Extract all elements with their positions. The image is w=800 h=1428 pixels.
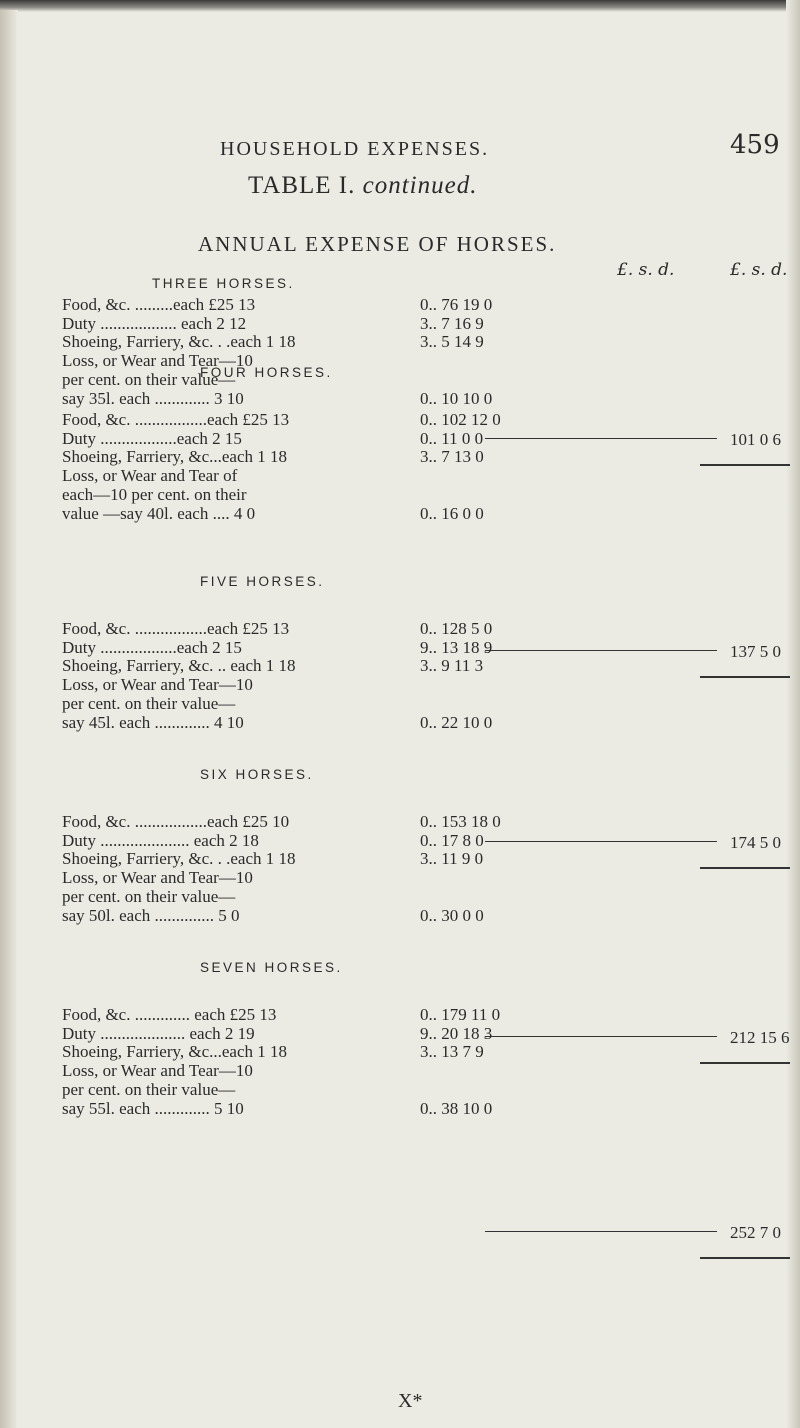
expense-row-amount: 0.. 30 0 0 — [420, 905, 484, 925]
expense-row-label: Shoeing, Farriery, &c. . .each 1 18 — [62, 849, 296, 869]
section-heading: SIX HORSES. — [200, 767, 314, 782]
expense-row-label: per cent. on their value— — [62, 886, 236, 906]
expense-row-label: say 55l. each ............. 5 10 — [62, 1098, 244, 1118]
expense-row-amount: 3.. 9 11 3 — [420, 656, 484, 676]
section-total: 252 7 0 — [730, 1223, 781, 1242]
expense-row-amount: 0.. 10 10 0 — [420, 388, 493, 408]
expense-row-label: each—10 per cent. on their — [62, 484, 247, 504]
section-total-rule — [485, 650, 717, 651]
expense-row-label: Shoeing, Farriery, &c...each 1 18 — [62, 1042, 288, 1062]
section-separator-rule — [700, 1062, 790, 1064]
expense-row-amount: 0.. 76 19 0 — [420, 295, 493, 314]
section-total: 101 0 6 — [730, 430, 781, 449]
expense-row-amount: 3.. 11 9 0 — [420, 849, 484, 869]
expense-row-label: per cent. on their value— — [62, 693, 236, 713]
page-top-edge — [0, 0, 800, 12]
expense-row-amount: 3.. 7 16 9 — [420, 313, 484, 333]
expense-row-amount: 0.. 128 5 0 — [420, 619, 493, 638]
expense-row-label: Duty ..................each 2 15 — [62, 428, 242, 448]
expense-row-label: Food, &c. .................each £25 13 — [62, 410, 290, 429]
expense-row-label: Loss, or Wear and Tear of — [62, 466, 238, 486]
expense-row-label: Loss, or Wear and Tear—10 — [62, 675, 253, 695]
expense-row-label: Shoeing, Farriery, &c...each 1 18 — [62, 447, 288, 467]
expense-row-amount: 3.. 13 7 9 — [420, 1042, 484, 1062]
expense-row-label: per cent. on their value— — [62, 1079, 236, 1099]
table-title-continued: continued. — [362, 172, 478, 199]
expense-row-amount: 3.. 5 14 9 — [420, 332, 484, 352]
section-total-rule — [485, 1231, 717, 1232]
expense-row-amount: 9.. 13 18 9 — [420, 637, 493, 657]
expense-row-amount: 3.. 7 13 0 — [420, 447, 484, 467]
expense-row-amount: 0.. 179 11 0 — [420, 1005, 501, 1024]
section-total: 174 5 0 — [730, 833, 781, 852]
section-heading: SEVEN HORSES. — [200, 960, 343, 975]
expense-row-amount: 0.. 22 10 0 — [420, 712, 493, 732]
expense-row-amount: 9.. 20 18 3 — [420, 1023, 493, 1043]
expense-row-label: Shoeing, Farriery, &c. . .each 1 18 — [62, 332, 296, 352]
expense-row-label: Food, &c. .................each £25 13 — [62, 619, 290, 638]
section-total-rule — [485, 841, 717, 842]
section-separator-rule — [700, 1257, 790, 1259]
expense-row-label: Duty ..................each 2 15 — [62, 637, 242, 657]
expense-row-label: Loss, or Wear and Tear—10 — [62, 868, 253, 888]
expense-row-amount: 0.. 102 12 0 — [420, 410, 501, 429]
currency-header-2: £. s. d. — [730, 260, 788, 280]
section-separator-rule — [700, 464, 790, 466]
table-title-main: TABLE I. — [248, 172, 356, 199]
page-number: 459 — [730, 130, 780, 160]
expense-row-label: Loss, or Wear and Tear—10 — [62, 351, 253, 371]
expense-row-label: Duty ..................... each 2 18 — [62, 830, 259, 850]
page-left-edge — [0, 10, 18, 1428]
section-separator-rule — [700, 676, 790, 678]
expense-row-label: Food, &c. .................each £25 10 — [62, 812, 290, 831]
expense-row-label: say 45l. each ............. 4 10 — [62, 712, 244, 732]
running-head: HOUSEHOLD EXPENSES. — [220, 138, 490, 160]
expense-row-amount: 0.. 153 18 0 — [420, 812, 501, 831]
section-separator-rule — [700, 867, 790, 869]
expense-row-label: Food, &c. ............. each £25 13 — [62, 1005, 277, 1024]
expense-row-label: Food, &c. .........each £25 13 — [62, 295, 256, 314]
table-title — [248, 172, 477, 200]
section-total: 137 5 0 — [730, 642, 781, 661]
section-heading: FOUR HORSES. — [200, 365, 333, 380]
page-right-edge — [786, 0, 800, 1428]
expense-row-label: per cent. on their value— — [62, 369, 236, 389]
signature-mark: X* — [398, 1390, 423, 1412]
expense-row-label: Shoeing, Farriery, &c. .. each 1 18 — [62, 656, 296, 676]
expense-row-label: Duty .................... each 2 19 — [62, 1023, 255, 1043]
table-subtitle: ANNUAL EXPENSE OF HORSES. — [198, 232, 557, 256]
currency-header-1: £. s. d. — [617, 260, 675, 280]
expense-row-label: Duty .................. each 2 12 — [62, 313, 247, 333]
expense-row-amount: 0.. 11 0 0 — [420, 428, 484, 448]
expense-row-label: Loss, or Wear and Tear—10 — [62, 1061, 253, 1081]
section-total-rule — [485, 1036, 717, 1037]
section-total-rule — [485, 438, 717, 439]
expense-row-label: say 35l. each ............. 3 10 — [62, 388, 244, 408]
section-heading: THREE HORSES. — [152, 276, 295, 291]
expense-row-label: say 50l. each .............. 5 0 — [62, 905, 240, 925]
section-total: 212 15 6 — [730, 1028, 790, 1047]
section-heading: FIVE HORSES. — [200, 574, 325, 589]
expense-row-amount: 0.. 17 8 0 — [420, 830, 484, 850]
expense-row-label: value —say 40l. each .... 4 0 — [62, 503, 256, 523]
expense-row-amount: 0.. 16 0 0 — [420, 503, 484, 523]
expense-row-amount: 0.. 38 10 0 — [420, 1098, 493, 1118]
